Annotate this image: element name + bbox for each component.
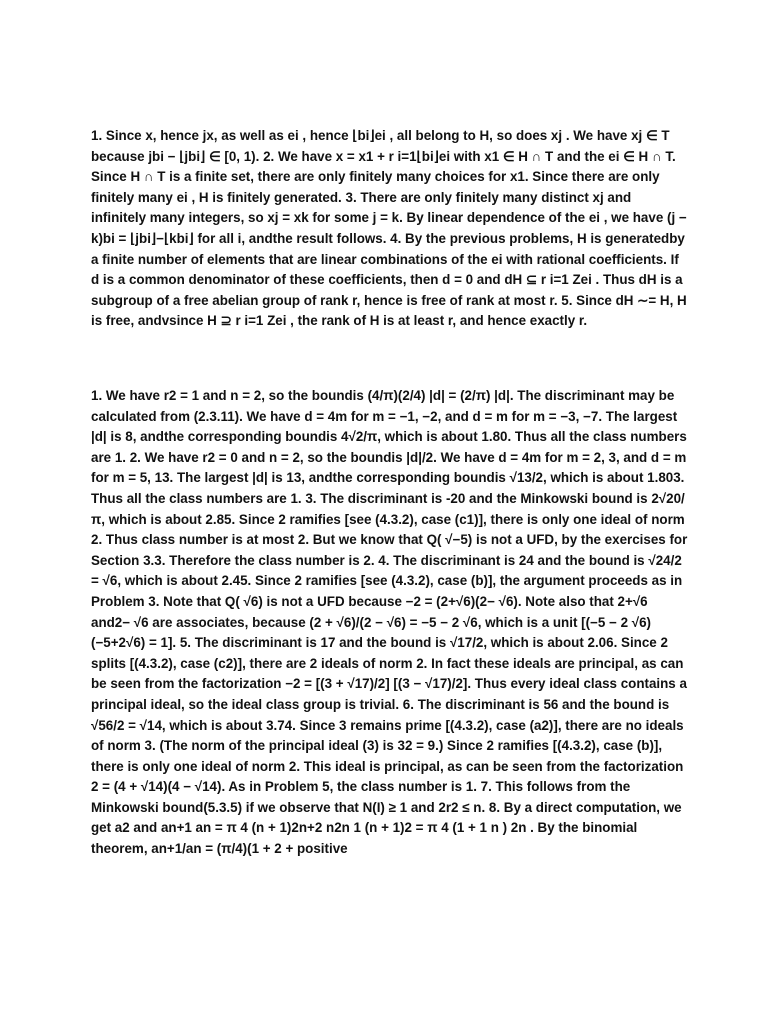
paragraph-2-text: 1. We have r2 = 1 and n = 2, so the boundis (4/π)(2/4) |d| = (2/π) |d|. The discriminant may be calculated from (2.3.11). We have d = 4m for m = −1, −2, and d = m for m = −3, −7. The largest |d| is 8, andthe corresponding boundis 4√2/π, which is about 1.80. Thus all the class numbers are 1. 2. We have r2 = 0 and n = 2, so the boundis |d|/2. We have d = 4m for m = 2, 3, and d = m for m = 5, 13. The largest |d| is 13, andthe corresponding boundis √13/2, which is about 1.803. Thus all the class numbers are 1. 3. The discriminant is -20 and the Minkowski bound is 2√20/π, which is about 2.85. Since 2 ramifies [see (4.3.2), case (c1)], there is only one ideal of norm 2. Thus class number is at most 2. But we know that Q( √−5) is not a UFD, by the exercises for Section 3.3. Therefore the class number is 2. 4. The discriminant is 24 and the bound is √24/2 = √6, which is about 2.45. Since 2 ramifies [see (4.3.2), case (b)], the argument proceeds as in Problem 3. Note that Q( √6) is not a UFD because −2 = (2+√6)(2− √6). Note also that 2+√6 and2− √6 are associates, because (2 + √6)/(2 − √6) = −5 − 2 √6, which is a unit [(−5 − 2 √6)(−5+2√6) = 1]. 5. The discriminant is 17 and the bound is √17/2, which is about 2.06. Since 2 splits [(4.3.2), case (c2)], there are 2 ideals of norm 2. In fact these ideals are principal, as can be seen from the factorization −2 = [(3 + √17)/2] [(3 − √17)/2]. Thus every ideal class contains a principal ideal, so the ideal class group is trivial. 6. The discriminant is 56 and the bound is √56/2 = √14, which is about 3.74. Since 3 remains prime [(4.3.2), case (a2)], there are no ideals of norm 3. (The norm of the principal ideal (3) is 32 = 9.) Since 2 ramifies [(4.3.2), case (b)], there is only one ideal of norm 2. This ideal is principal, as can be seen from the factorization 2 = (4 + √14)(4 − √14). As in Problem 5, the class number is 1. 7. This follows from the Minkowski bound(5.3.5) if we observe that N(I) ≥ 1 and 2r2 ≤ n. 8. By a direct computation, we get a2 and an+1 an = π 4 (n + 1)2n+2 n2n 1 (n + 1)2 = π 4 (1 + 1 n ) 2n . By the binomial theorem, an+1/an = (π/4)(1 + 2 + positive [91, 388, 688, 857]
paragraph-1-text: 1. Since x, hence jx, as well as ei , hence ⌊bi⌋ei , all belong to H, so does xj . We have xj ∈ T because jbi − ⌊jbi⌋ ∈ [0, 1). 2. We have x = x1 + r i=1⌊bi⌋ei with x1 ∈ H ∩ T and the ei ∈ H ∩ T. Since H ∩ T is a finite set, there are only finitely many choices for x1. Since there are only finitely many ei , H is finitely generated. 3. There are only finitely many distinct xj and infinitely many integers, so xj = xk for some j = k. By linear dependence of the ei , we have (j − k)bi = ⌊jbi⌋−⌊kbi⌋ for all i, andthe result follows. 4. By the previous problems, H is generatedby a finite number of elements that are linear combinations of the ei with rational coefficients. If d is a common denominator of these coefficients, then d = 0 and dH ⊆ r i=1 Zei . Thus dH is a subgroup of a free abelian group of rank r, hence is free of rank at most r. 5. Since dH ∼= H, H is free, andvsince H ⊇ r i=1 Zei , the rank of H is at least r, and hence exactly r. [91, 128, 687, 329]
paragraph-2 [91, 386, 689, 860]
paragraph-1 [91, 126, 689, 332]
